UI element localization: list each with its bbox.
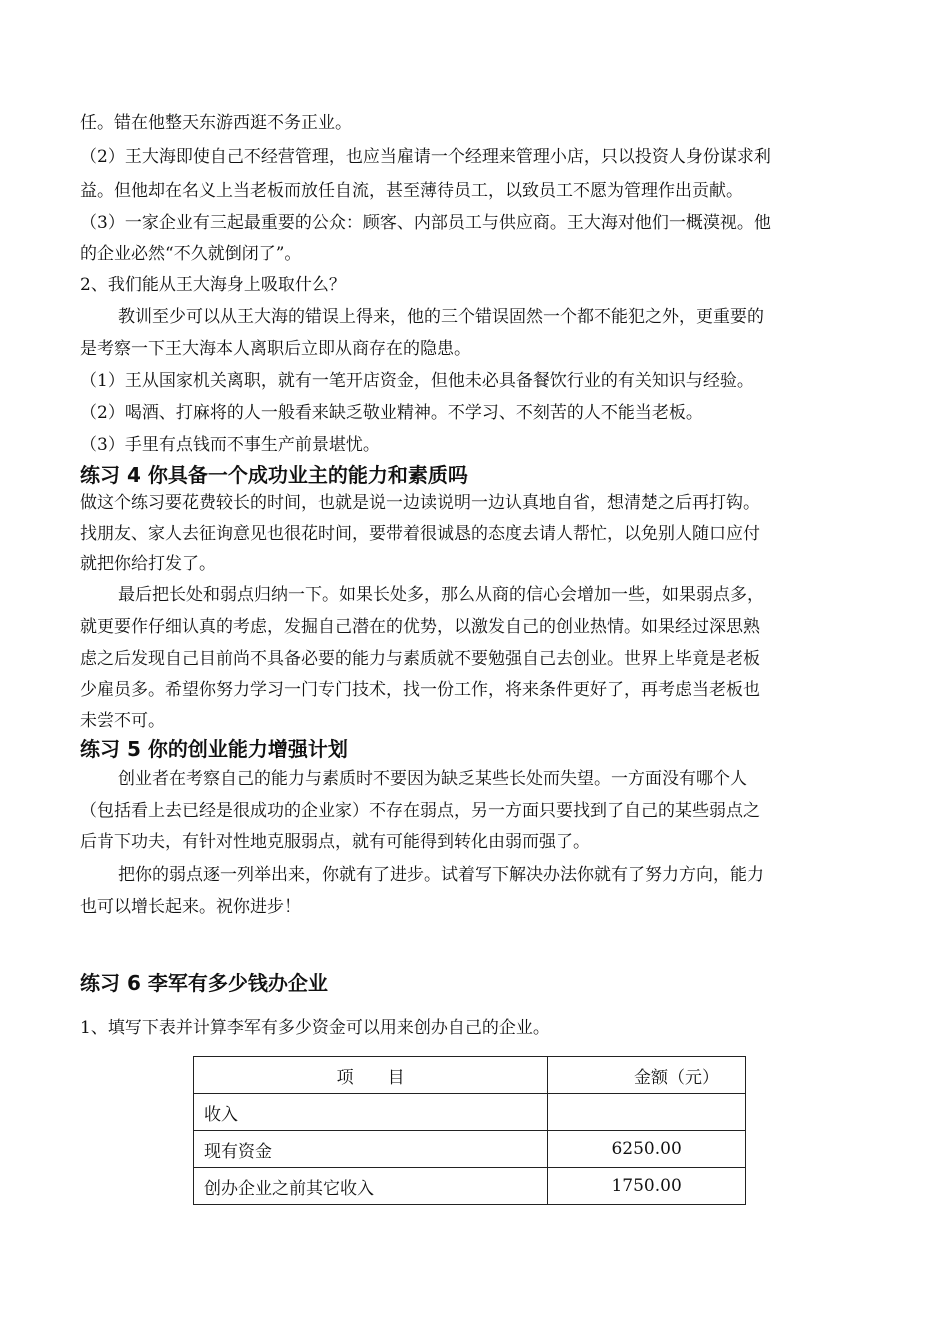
section-label: 收入 [194,1094,548,1131]
table-cell-empty[interactable] [548,1094,746,1131]
text-line: 的企业必然“不久就倒闭了”。 [80,244,302,264]
text-line: 就更要作仔细认真的考虑，发掘自己潜在的优势，以激发自己的创业热情。如果经过深思熟 [80,617,760,637]
header-item: 项 目 [194,1057,548,1094]
text-line: （3）手里有点钱而不事生产前景堪忧。 [80,435,380,455]
text-line: 虑之后发现自己目前尚不具备必要的能力与素质就不要勉强自己去创业。世界上毕竟是老板 [80,649,760,669]
exercise-4-heading: 练习 4 你具备一个成功业主的能力和素质吗 [80,463,468,487]
text-line: 任。错在他整天东游西逛不务正业。 [80,113,352,133]
text-line: （1）王从国家机关离职，就有一笔开店资金，但他未必具备餐饮行业的有关知识与经验。 [80,371,754,391]
exercise-6-intro: 1、填写下表并计算李军有多少资金可以用来创办自己的企业。 [80,1018,550,1038]
header-amount: 金额（元） [548,1057,746,1094]
text-line: （2）王大海即使自己不经营管理，也应当雇请一个经理来管理小店，只以投资人身份谋求利 [80,147,771,167]
text-line: 少雇员多。希望你努力学习一门专门技术，找一份工作，将来条件更好了，再考虑当老板也 [80,680,760,700]
text-line: 就把你给打发了。 [80,554,216,574]
text-line: 未尝不可。 [80,711,165,731]
text-line: 2、我们能从王大海身上吸取什么？ [80,275,346,295]
row-amount[interactable]: 6250.00 [548,1131,746,1168]
text-line: （包括看上去已经是很成功的企业家）不存在弱点，另一方面只要找到了自己的某些弱点之 [80,801,760,821]
text-line: 益。但他却在名义上当老板而放任自流，甚至薄待员工，以致员工不愿为管理作出贡献。 [80,181,743,201]
row-item: 现有资金 [194,1131,548,1168]
text-line: 把你的弱点逐一列举出来，你就有了进步。试着写下解决办法你就有了努力方向，能力 [118,865,764,885]
text-line: 教训至少可以从王大海的错误上得来，他的三个错误固然一个都不能犯之外，更重要的 [118,307,764,327]
exercise-6-heading: 练习 6 李军有多少钱办企业 [80,971,328,995]
text-line: 后肯下功夫，有针对性地克服弱点，就有可能得到转化由弱而强了。 [80,832,590,852]
table-row [194,1131,746,1168]
text-line: 最后把长处和弱点归纳一下。如果长处多，那么从商的信心会增加一些，如果弱点多， [118,585,764,605]
exercise-5-heading: 练习 5 你的创业能力增强计划 [80,737,348,761]
table-header-row [194,1057,746,1094]
funds-table [193,1056,746,1205]
text-line: 是考察一下王大海本人离职后立即从商存在的隐患。 [80,339,471,359]
text-line: 做这个练习要花费较长的时间，也就是说一边读说明一边认真地自省，想清楚之后再打钩。 [80,493,760,513]
text-line: （2）喝酒、打麻将的人一般看来缺乏敬业精神。不学习、不刻苦的人不能当老板。 [80,403,703,423]
row-amount[interactable]: 1750.00 [548,1168,746,1205]
row-item: 创办企业之前其它收入 [194,1168,548,1205]
text-line: 也可以增长起来。祝你进步！ [80,897,301,917]
table-row [194,1168,746,1205]
text-line: 创业者在考察自己的能力与素质时不要因为缺乏某些长处而失望。一方面没有哪个人 [118,769,747,789]
table-row [194,1094,746,1131]
text-line: 找朋友、家人去征询意见也很花时间，要带着很诚恳的态度去请人帮忙，以免别人随口应付 [80,524,760,544]
text-line: （3）一家企业有三起最重要的公众：顾客、内部员工与供应商。王大海对他们一概漠视。他 [80,213,771,233]
